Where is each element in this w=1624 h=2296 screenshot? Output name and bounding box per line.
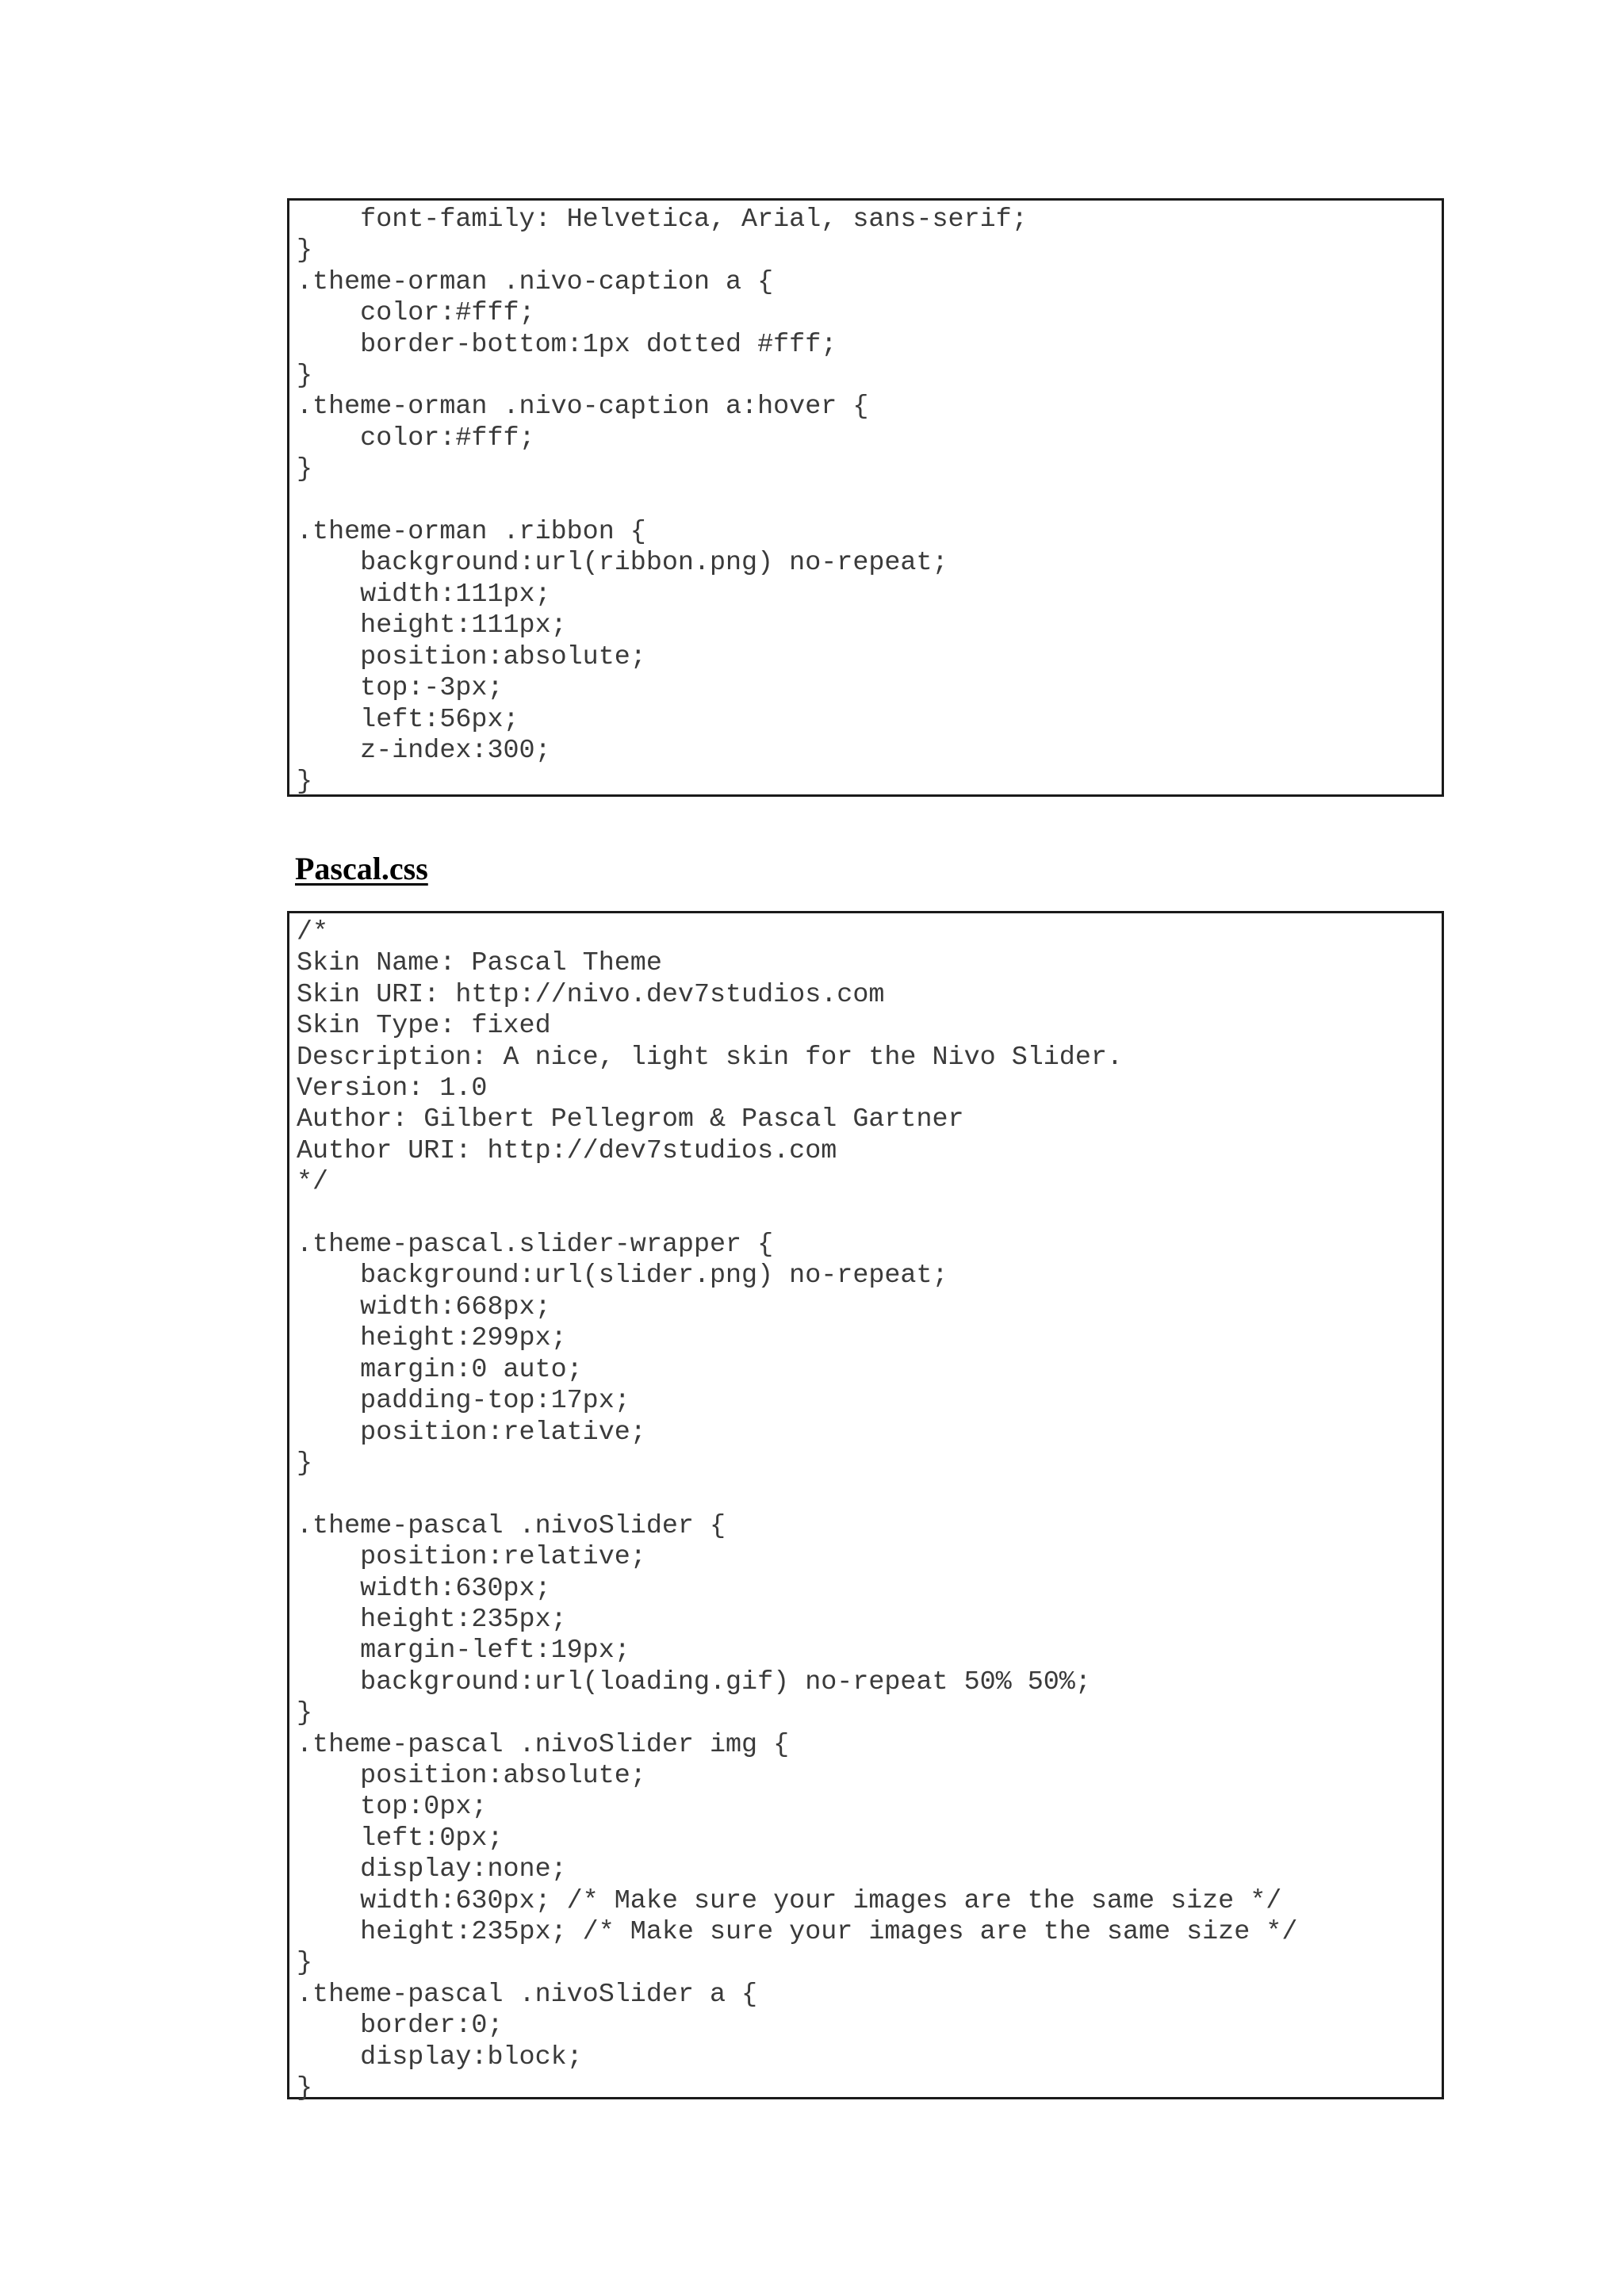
code-line: width:668px; [297,1292,551,1322]
code-line: } [297,1698,313,1729]
code-line: height:299px; [297,1323,567,1354]
code-block-pascal [287,911,1444,2104]
code-line: top:-3px; [297,673,504,704]
code-line: } [297,361,313,392]
code-line: .theme-orman .nivo-caption a:hover { [297,392,869,423]
code-text [289,201,1442,798]
code-line: background:url(slider.png) no-repeat; [297,1261,948,1292]
code-line: } [297,235,313,266]
code-line: Description: A nice, light skin for the Nivo Slider. [297,1042,1123,1073]
code-line: /* [297,917,329,947]
code-line: width:630px; /* Make sure your images are the same size */ [297,1885,1282,1916]
code-line: margin:0 auto; [297,1354,583,1385]
code-line: padding-top:17px; [297,1386,630,1417]
code-line: border:0; [297,2011,504,2042]
code-line: top:0px; [297,1792,488,1823]
code-line: z-index:300; [297,735,551,766]
code-line: display:none; [297,1854,567,1885]
code-line: Skin URI: http://nivo.dev7studios.com [297,979,885,1010]
code-line: position:absolute; [297,641,646,672]
code-line: margin-left:19px; [297,1636,630,1667]
code-line: Author: Gilbert Pellegrom & Pascal Gartner [297,1104,964,1135]
code-line: Version: 1.0 [297,1073,488,1104]
code-line: } [297,454,313,485]
code-line: .theme-orman .ribbon { [297,517,646,548]
code-line: position:relative; [297,1417,646,1448]
code-line: .theme-pascal .nivoSlider { [297,1510,726,1541]
code-line: left:56px; [297,704,519,735]
code-line: color:#fff; [297,423,535,453]
code-block-orman [287,198,1444,797]
code-line: } [297,767,313,798]
code-line: .theme-orman .nivo-caption a { [297,266,774,297]
code-line: border-bottom:1px dotted #fff; [297,329,837,360]
code-text [289,913,1442,2104]
code-line: } [297,1448,313,1479]
code-line: background:url(ribbon.png) no-repeat; [297,548,948,579]
code-line: .theme-pascal.slider-wrapper { [297,1230,774,1261]
code-line: */ [297,1167,329,1198]
code-line: display:block; [297,2042,583,2072]
code-line: color:#fff; [297,298,535,329]
code-line: position:absolute; [297,1760,646,1791]
code-line: height:235px; /* Make sure your images are the same size */ [297,1917,1298,1947]
code-line: height:111px; [297,610,567,641]
code-line: Skin Name: Pascal Theme [297,948,662,979]
code-line: width:111px; [297,579,551,610]
code-line: } [297,1948,313,1979]
code-line: height:235px; [297,1604,567,1635]
code-line: left:0px; [297,1823,504,1854]
code-line: } [297,2073,313,2104]
code-line: width:630px; [297,1573,551,1604]
code-line: .theme-pascal .nivoSlider img { [297,1729,790,1760]
code-line: Skin Type: fixed [297,1011,551,1042]
code-line: font-family: Helvetica, Arial, sans-serif; [297,205,1028,235]
code-line: position:relative; [297,1542,646,1573]
code-line: background:url(loading.gif) no-repeat 50% 50%; [297,1667,1091,1697]
code-line: .theme-pascal .nivoSlider a { [297,1979,758,2010]
section-heading-pascal: Pascal.css [295,851,428,886]
code-line: Author URI: http://dev7studios.com [297,1135,837,1166]
